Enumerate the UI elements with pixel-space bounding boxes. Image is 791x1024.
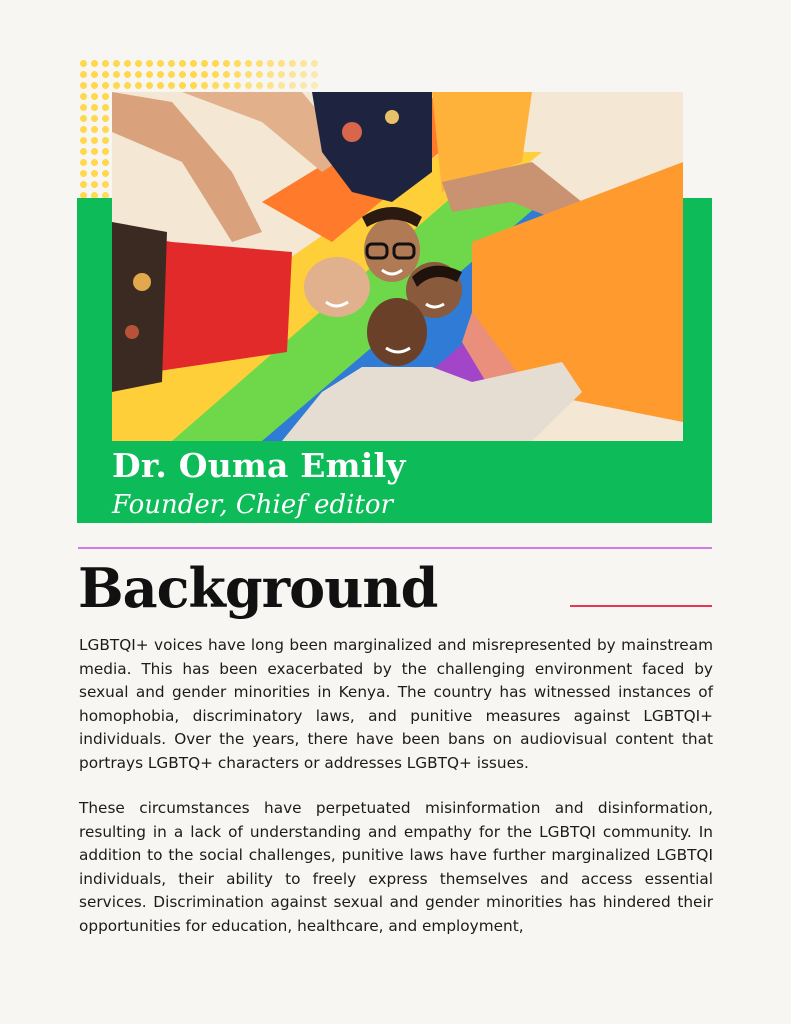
group-photo-illustration [112,92,683,441]
group-photo [112,92,683,441]
profile-name: Dr. Ouma Emily [112,446,406,485]
title-accent-line [570,605,712,607]
background-paragraph-2: These circumstances have perpetuated misinformation and disinformation, resulting in a lack of understanding and empathy for the LGBTQI community. In addition to the social challenges, punitive laws have further marginalized LGBTQI individuals, their ability to freely express themselves and access essential services. Discrimination against sexual and gender minorities has hindered their opportunities for education, healthcare, and employment, [79,799,713,935]
profile-role: Founder, Chief editor [112,490,393,520]
section-title: Background [78,556,438,620]
section-divider [78,547,712,549]
background-paragraph-1: LGBTQI+ voices have long been marginalized and misrepresented by mainstream media. This has been exacerbated by the challenging environment faced by sexual and gender minorities in Kenya. The country has witnessed instances of homophobia, discriminatory laws, and punitive measures against LGBTQI+ individuals. Over the years, there have been bans on audiovisual content that portrays LGBTQ+ characters or addresses LGBTQ+ issues. [79,636,713,772]
